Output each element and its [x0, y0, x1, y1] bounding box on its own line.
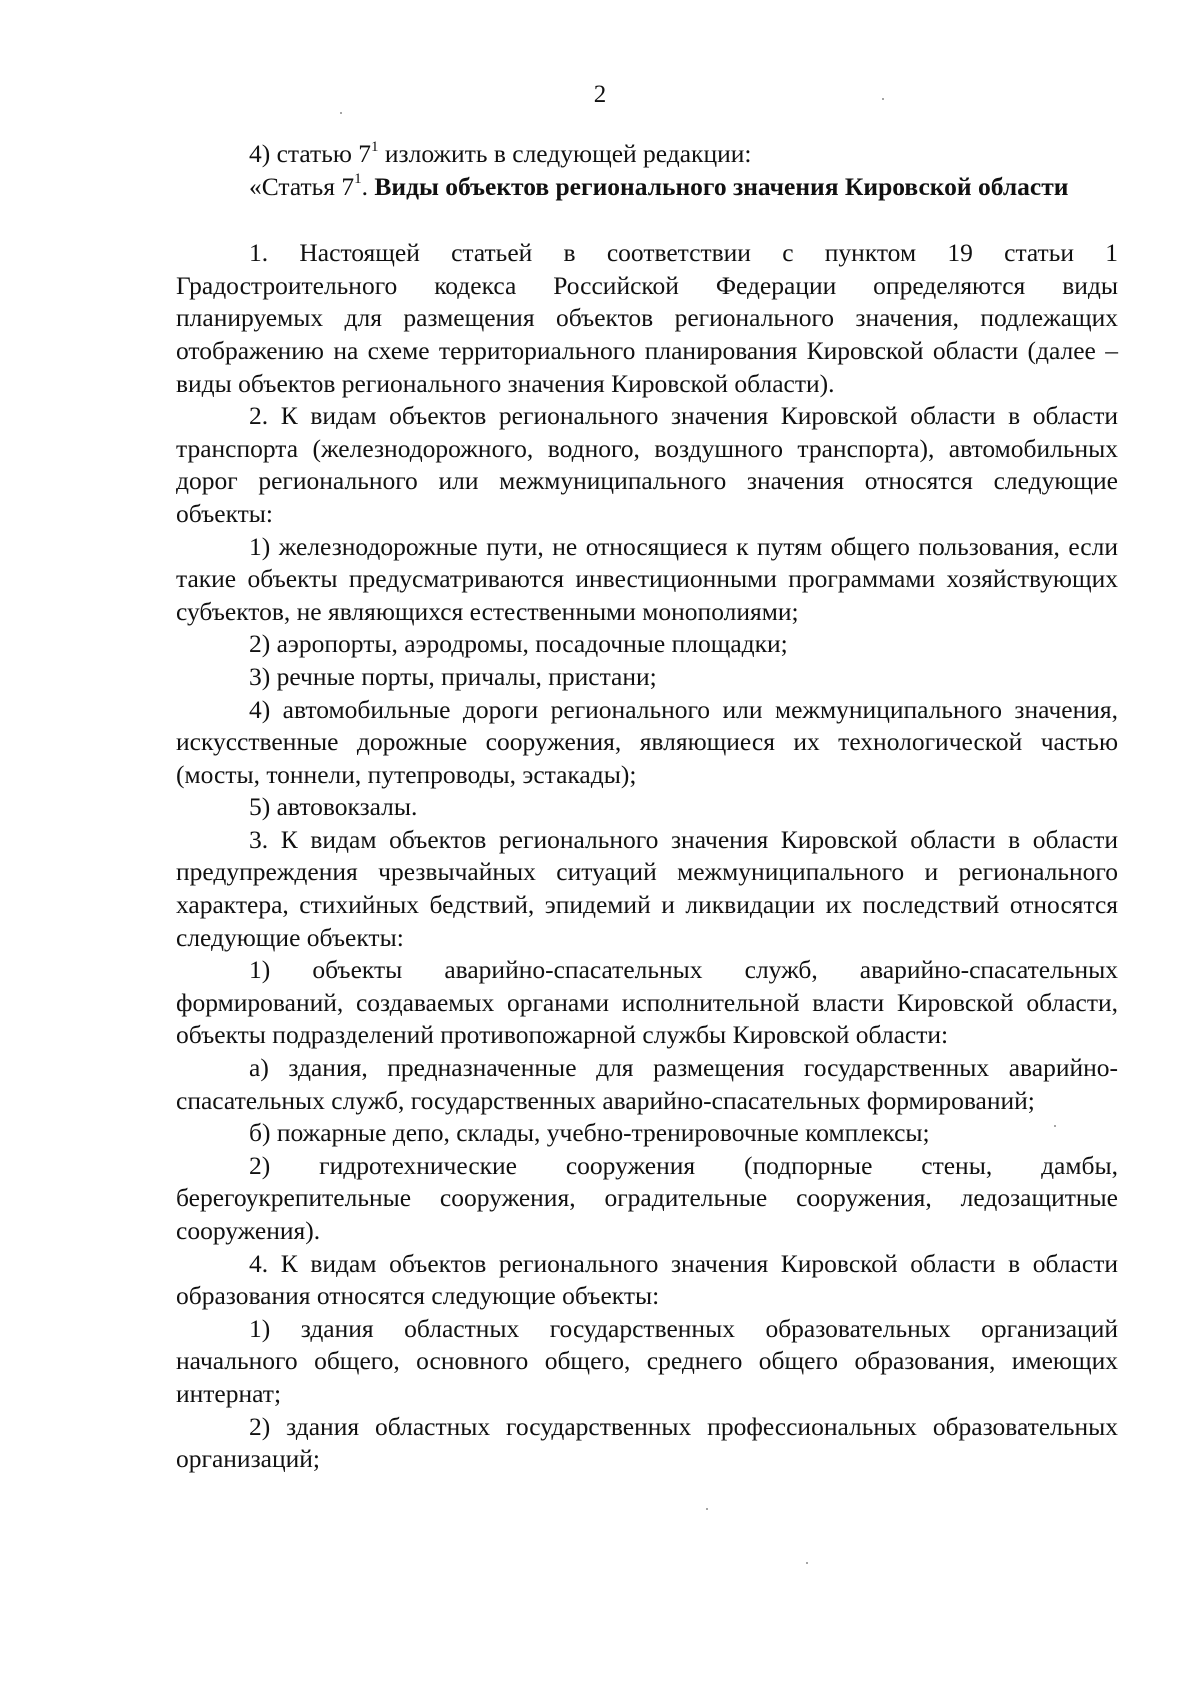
paragraph-2-item-2: 2) аэропорты, аэродромы, посадочные площадки;: [249, 629, 788, 659]
article-title: Виды объектов регионального значения Кировской области: [374, 171, 1069, 201]
scan-speck: [806, 1562, 808, 1564]
paragraph-2-item-4: 4) автомобильные дороги регионального или межмуниципального значения, искусственные дорожные сооружения, являющиеся их технологической частью (мосты, тоннели, путепроводы, эстакады);: [176, 694, 1118, 789]
document-body: [176, 138, 1118, 1476]
heading-spacer: [176, 203, 1118, 237]
paragraph-2-item-3: 3) речные порты, причалы, пристани;: [249, 661, 657, 691]
amendment-item-rest: изложить в следующей редакции:: [378, 139, 752, 168]
paragraph-3-item-1a: а) здания, предназначенные для размещения государственных аварийно-спасательных служб, государственных аварийно-спасательных формирований;: [176, 1053, 1118, 1115]
article-heading: [176, 171, 1118, 204]
paragraph-3-item-2: 2) гидротехнические сооружения (подпорные стены, дамбы, берегоукрепительные сооружения, оградительные сооружения, ледозащитные сооружения).: [176, 1150, 1118, 1245]
paragraph-4-item-2: 2) здания областных государственных профессиональных образовательных организаций;: [176, 1411, 1118, 1474]
amendment-item-text: 4) статью 7: [249, 139, 371, 168]
amendment-item: [176, 138, 1118, 171]
paragraph-1: 1. Настоящей статьей в соответствии с пунктом 19 статьи 1 Градостроительного кодекса Российской Федерации определяются виды планируемых для размещения объектов регионального значения, подлежащих отображению на схеме территориального планирования Кировской области (далее – виды объектов регионального значения Кировской области).: [176, 238, 1118, 398]
paragraph-2-item-5: 5) автовокзалы.: [249, 792, 418, 822]
scan-speck: [340, 112, 342, 114]
amendment-item-superscript: 1: [371, 138, 379, 155]
paragraph-2-item-1: 1) железнодорожные пути, не относящиеся к путям общего пользования, если такие объекты предусматриваются инвестиционными программами хозяйствующих субъектов, не являющихся естественными монополиями;: [176, 531, 1118, 626]
paragraph-4: 4. К видам объектов регионального значения Кировской области в области образования относятся следующие объекты:: [176, 1248, 1118, 1311]
paragraph-2: 2. К видам объектов регионального значения Кировской области в области транспорта (железнодорожного, водного, воздушного транспорта), автомобильных дорог регионального или межмуниципального значения относятся следующие объекты:: [176, 401, 1118, 528]
paragraph-3: 3. К видам объектов регионального значения Кировской области в области предупреждения чрезвычайных ситуаций межмуниципального и регионального характера, стихийных бедствий, эпидемий и ликвидации их последствий относятся следующие объекты:: [176, 824, 1118, 952]
paragraph-3-item-1: 1) объекты аварийно-спасательных служб, аварийно-спасательных формирований, создаваемых органами исполнительной власти Кировской области, объекты подразделений противопожарной службы Кировской области:: [176, 955, 1118, 1050]
paragraph-4-item-1: 1) здания областных государственных образовательных организаций начального общего, основного общего, среднего общего образования, имеющих интернат;: [176, 1313, 1118, 1408]
scan-speck: [706, 1508, 708, 1510]
scan-speck: [1054, 1125, 1056, 1127]
article-superscript: 1: [354, 171, 362, 188]
article-dot: .: [361, 171, 375, 201]
paragraph-3-item-1b: б) пожарные депо, склады, учебно-тренировочные комплексы;: [249, 1118, 930, 1148]
page-number: 2: [593, 81, 607, 108]
scan-speck: [882, 98, 884, 100]
article-prefix: «Статья 7: [249, 171, 355, 201]
